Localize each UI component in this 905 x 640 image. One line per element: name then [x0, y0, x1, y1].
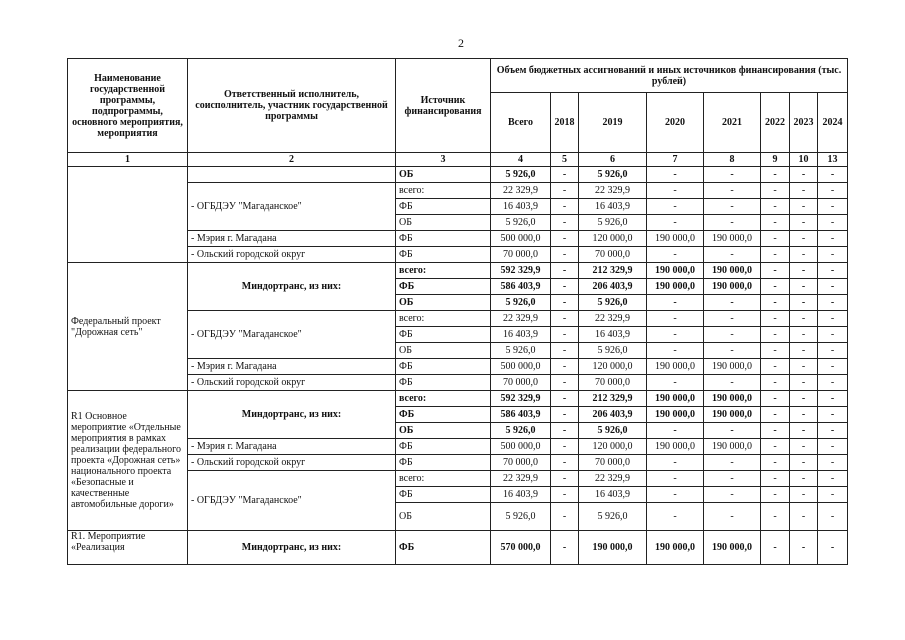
year-value-cell: - [551, 247, 579, 263]
year-value-cell: - [818, 531, 848, 565]
budget-table [67, 58, 848, 565]
year-value-cell: - [790, 503, 818, 531]
year-value-cell: - [818, 183, 848, 199]
source-cell: всего: [396, 391, 491, 407]
column-number: 2 [188, 153, 396, 167]
year-value-cell: - [790, 407, 818, 423]
source-cell: всего: [396, 263, 491, 279]
year-value-cell: 206 403,9 [579, 279, 647, 295]
source-cell: ОБ [396, 167, 491, 183]
source-cell: ФБ [396, 375, 491, 391]
year-value-cell: - [647, 311, 704, 327]
total-cell: 70 000,0 [491, 375, 551, 391]
year-value-cell: - [818, 487, 848, 503]
year-value-cell: - [761, 359, 790, 375]
year-value-cell: - [761, 199, 790, 215]
year-value-cell: - [647, 327, 704, 343]
year-value-cell: 22 329,9 [579, 471, 647, 487]
year-value-cell: 190 000,0 [579, 531, 647, 565]
year-value-cell: - [790, 327, 818, 343]
program-name-cell [68, 167, 188, 263]
year-value-cell: - [551, 471, 579, 487]
year-value-cell: - [818, 199, 848, 215]
source-cell: ФБ [396, 359, 491, 375]
total-cell: 5 926,0 [491, 423, 551, 439]
table-row [68, 167, 848, 183]
year-value-cell: 5 926,0 [579, 295, 647, 311]
year-value-cell: - [647, 247, 704, 263]
year-value-cell: - [790, 263, 818, 279]
year-value-cell: - [551, 167, 579, 183]
year-value-cell: - [647, 295, 704, 311]
source-cell: ФБ [396, 199, 491, 215]
column-numbers-row [68, 153, 848, 167]
year-value-cell: - [647, 199, 704, 215]
year-value-cell: 190 000,0 [704, 359, 761, 375]
year-value-cell: 5 926,0 [579, 167, 647, 183]
total-cell: 22 329,9 [491, 311, 551, 327]
year-value-cell: - [790, 455, 818, 471]
year-value-cell: - [704, 503, 761, 531]
column-number: 4 [491, 153, 551, 167]
year-value-cell: - [818, 471, 848, 487]
year-value-cell: - [647, 375, 704, 391]
total-cell: 592 329,9 [491, 391, 551, 407]
year-value-cell: - [790, 167, 818, 183]
year-value-cell: 206 403,9 [579, 407, 647, 423]
year-value-cell: - [790, 359, 818, 375]
year-value-cell: - [761, 295, 790, 311]
year-value-cell: - [551, 327, 579, 343]
year-value-cell: - [551, 279, 579, 295]
year-value-cell: - [790, 375, 818, 391]
executor-cell: - Ольский городской округ [188, 375, 396, 391]
year-value-cell: 190 000,0 [647, 531, 704, 565]
executor-cell: - Ольский городской округ [188, 247, 396, 263]
year-value-cell: - [818, 439, 848, 455]
total-cell: 5 926,0 [491, 295, 551, 311]
year-value-cell: 190 000,0 [704, 391, 761, 407]
year-value-cell: - [647, 503, 704, 531]
year-value-cell: - [761, 167, 790, 183]
year-value-cell: 5 926,0 [579, 503, 647, 531]
total-cell: 16 403,9 [491, 487, 551, 503]
year-value-cell: - [761, 247, 790, 263]
year-value-cell: - [704, 343, 761, 359]
year-value-cell: 190 000,0 [647, 391, 704, 407]
year-value-cell: - [704, 167, 761, 183]
year-value-cell: - [551, 295, 579, 311]
source-cell: всего: [396, 471, 491, 487]
header-total: Всего [491, 93, 551, 153]
executor-cell: - ОГБДЭУ "Магаданское" [188, 471, 396, 531]
year-value-cell: - [818, 423, 848, 439]
column-number: 7 [647, 153, 704, 167]
year-value-cell: 190 000,0 [647, 439, 704, 455]
source-cell: ОБ [396, 215, 491, 231]
year-value-cell: - [704, 247, 761, 263]
year-value-cell: 22 329,9 [579, 311, 647, 327]
year-value-cell: - [761, 531, 790, 565]
year-value-cell: - [704, 295, 761, 311]
year-value-cell: - [790, 247, 818, 263]
year-value-cell: - [818, 503, 848, 531]
year-value-cell: 190 000,0 [647, 231, 704, 247]
year-value-cell: - [790, 487, 818, 503]
year-value-cell: - [647, 167, 704, 183]
year-value-cell: - [551, 343, 579, 359]
year-value-cell: 190 000,0 [647, 359, 704, 375]
year-value-cell: 190 000,0 [647, 279, 704, 295]
year-value-cell: 70 000,0 [579, 247, 647, 263]
year-value-cell: - [704, 183, 761, 199]
total-cell: 22 329,9 [491, 183, 551, 199]
source-cell: ФБ [396, 487, 491, 503]
header-2022: 2022 [761, 93, 790, 153]
year-value-cell: 212 329,9 [579, 391, 647, 407]
year-value-cell: - [761, 391, 790, 407]
year-value-cell: - [647, 183, 704, 199]
year-value-cell: - [790, 439, 818, 455]
year-value-cell: - [761, 375, 790, 391]
executor-cell: Миндортранс, из них: [188, 391, 396, 439]
column-number: 10 [790, 153, 818, 167]
total-cell: 500 000,0 [491, 231, 551, 247]
executor-cell: - ОГБДЭУ "Магаданское" [188, 311, 396, 359]
year-value-cell: - [551, 311, 579, 327]
year-value-cell: - [818, 279, 848, 295]
total-cell: 16 403,9 [491, 327, 551, 343]
column-number: 13 [818, 153, 848, 167]
year-value-cell: - [818, 263, 848, 279]
source-cell: всего: [396, 183, 491, 199]
year-value-cell: - [818, 231, 848, 247]
total-cell: 586 403,9 [491, 407, 551, 423]
year-value-cell: - [761, 183, 790, 199]
year-value-cell: - [647, 423, 704, 439]
year-value-cell: - [790, 391, 818, 407]
year-value-cell: - [704, 471, 761, 487]
year-value-cell: 16 403,9 [579, 199, 647, 215]
source-cell: ФБ [396, 279, 491, 295]
year-value-cell: - [761, 263, 790, 279]
year-value-cell: - [761, 311, 790, 327]
header-2024: 2024 [818, 93, 848, 153]
header-executor: Ответственный исполнитель, соисполнитель, участник государственной программы [188, 59, 396, 153]
table-row [68, 263, 848, 279]
year-value-cell: - [818, 455, 848, 471]
column-number: 5 [551, 153, 579, 167]
program-name-cell: R1 Основное мероприятие «Отдельные мероприятия в рамках реализации федерального проекта «Дорожная сеть» национального проекта «Безопасные и качественные автомобильные дороги» [68, 391, 188, 531]
year-value-cell: - [704, 311, 761, 327]
source-cell: ФБ [396, 455, 491, 471]
year-value-cell: - [551, 487, 579, 503]
year-value-cell: - [790, 471, 818, 487]
total-cell: 70 000,0 [491, 455, 551, 471]
executor-cell: - ОГБДЭУ "Магаданское" [188, 183, 396, 231]
source-cell: ОБ [396, 503, 491, 531]
year-value-cell: - [790, 183, 818, 199]
year-value-cell: - [551, 199, 579, 215]
year-value-cell: - [551, 263, 579, 279]
year-value-cell: - [704, 327, 761, 343]
executor-cell: Миндортранс, из них: [188, 263, 396, 311]
total-cell: 5 926,0 [491, 167, 551, 183]
year-value-cell: - [704, 487, 761, 503]
source-cell: ФБ [396, 407, 491, 423]
column-number: 6 [579, 153, 647, 167]
header-2019: 2019 [579, 93, 647, 153]
year-value-cell: 190 000,0 [704, 231, 761, 247]
total-cell: 570 000,0 [491, 531, 551, 565]
year-value-cell: - [761, 471, 790, 487]
year-value-cell: - [704, 375, 761, 391]
total-cell: 500 000,0 [491, 359, 551, 375]
year-value-cell: - [761, 327, 790, 343]
year-value-cell: - [818, 247, 848, 263]
year-value-cell: - [790, 311, 818, 327]
program-name-cell: Федеральный проект "Дорожная сеть" [68, 263, 188, 391]
year-value-cell: - [704, 423, 761, 439]
header-name: Наименование государственной программы, подпрограммы, основного мероприятия, мероприятия [68, 59, 188, 153]
year-value-cell: - [761, 231, 790, 247]
header-source: Источник финансирования [396, 59, 491, 153]
year-value-cell: - [551, 375, 579, 391]
year-value-cell: - [818, 359, 848, 375]
header-2020: 2020 [647, 93, 704, 153]
year-value-cell: - [818, 311, 848, 327]
year-value-cell: 212 329,9 [579, 263, 647, 279]
year-value-cell: 120 000,0 [579, 231, 647, 247]
source-cell: ФБ [396, 231, 491, 247]
year-value-cell: 22 329,9 [579, 183, 647, 199]
executor-cell: - Ольский городской округ [188, 455, 396, 471]
year-value-cell: - [704, 455, 761, 471]
year-value-cell: 70 000,0 [579, 375, 647, 391]
year-value-cell: - [551, 407, 579, 423]
column-number: 3 [396, 153, 491, 167]
year-value-cell: - [790, 279, 818, 295]
year-value-cell: - [647, 343, 704, 359]
column-number: 8 [704, 153, 761, 167]
year-value-cell: - [790, 215, 818, 231]
year-value-cell: 5 926,0 [579, 215, 647, 231]
year-value-cell: - [704, 215, 761, 231]
year-value-cell: 190 000,0 [647, 263, 704, 279]
executor-cell [188, 167, 396, 183]
year-value-cell: - [551, 455, 579, 471]
year-value-cell: - [551, 215, 579, 231]
executor-cell: - Мэрия г. Магадана [188, 439, 396, 455]
year-value-cell: - [761, 439, 790, 455]
year-value-cell: - [818, 215, 848, 231]
year-value-cell: - [551, 531, 579, 565]
year-value-cell: 190 000,0 [704, 407, 761, 423]
year-value-cell: - [761, 407, 790, 423]
total-cell: 586 403,9 [491, 279, 551, 295]
year-value-cell: - [790, 295, 818, 311]
total-cell: 16 403,9 [491, 199, 551, 215]
year-value-cell: 190 000,0 [704, 263, 761, 279]
year-value-cell: 120 000,0 [579, 439, 647, 455]
year-value-cell: - [647, 455, 704, 471]
source-cell: ОБ [396, 295, 491, 311]
year-value-cell: 120 000,0 [579, 359, 647, 375]
executor-cell: - Мэрия г. Магадана [188, 359, 396, 375]
source-cell: ФБ [396, 439, 491, 455]
year-value-cell: - [818, 407, 848, 423]
executor-cell: Миндортранс, из них: [188, 531, 396, 565]
year-value-cell: - [551, 359, 579, 375]
source-cell: всего: [396, 311, 491, 327]
year-value-cell: - [818, 295, 848, 311]
header-volume: Объем бюджетных ассигнований и иных источников финансирования (тыс. рублей) [491, 59, 848, 93]
year-value-cell: - [761, 455, 790, 471]
year-value-cell: - [647, 215, 704, 231]
year-value-cell: - [818, 343, 848, 359]
year-value-cell: - [551, 439, 579, 455]
total-cell: 22 329,9 [491, 471, 551, 487]
year-value-cell: 16 403,9 [579, 327, 647, 343]
year-value-cell: - [551, 423, 579, 439]
year-value-cell: - [790, 343, 818, 359]
year-value-cell: 5 926,0 [579, 343, 647, 359]
year-value-cell: - [704, 199, 761, 215]
year-value-cell: - [818, 167, 848, 183]
year-value-cell: - [790, 531, 818, 565]
year-value-cell: 190 000,0 [647, 407, 704, 423]
year-value-cell: - [818, 327, 848, 343]
year-value-cell: - [790, 231, 818, 247]
year-value-cell: - [790, 423, 818, 439]
table-row [68, 531, 848, 565]
total-cell: 5 926,0 [491, 343, 551, 359]
executor-cell: - Мэрия г. Магадана [188, 231, 396, 247]
total-cell: 70 000,0 [491, 247, 551, 263]
year-value-cell: - [761, 487, 790, 503]
column-number: 9 [761, 153, 790, 167]
year-value-cell: - [790, 199, 818, 215]
year-value-cell: 5 926,0 [579, 423, 647, 439]
page-number: 2 [458, 36, 464, 50]
year-value-cell: - [551, 231, 579, 247]
year-value-cell: 190 000,0 [704, 531, 761, 565]
total-cell: 5 926,0 [491, 503, 551, 531]
program-name-cell: R1. Мероприятие «Реализация [68, 531, 188, 565]
header-2018: 2018 [551, 93, 579, 153]
source-cell: ОБ [396, 343, 491, 359]
year-value-cell: - [761, 423, 790, 439]
header-2023: 2023 [790, 93, 818, 153]
header-2021: 2021 [704, 93, 761, 153]
source-cell: ФБ [396, 327, 491, 343]
table-row [68, 391, 848, 407]
column-number: 1 [68, 153, 188, 167]
total-cell: 592 329,9 [491, 263, 551, 279]
year-value-cell: 190 000,0 [704, 279, 761, 295]
source-cell: ФБ [396, 247, 491, 263]
source-cell: ОБ [396, 423, 491, 439]
year-value-cell: - [551, 183, 579, 199]
year-value-cell: - [761, 343, 790, 359]
year-value-cell: - [647, 487, 704, 503]
year-value-cell: - [761, 503, 790, 531]
year-value-cell: - [761, 279, 790, 295]
year-value-cell: 16 403,9 [579, 487, 647, 503]
year-value-cell: - [818, 375, 848, 391]
total-cell: 500 000,0 [491, 439, 551, 455]
source-cell: ФБ [396, 531, 491, 565]
year-value-cell: - [551, 391, 579, 407]
year-value-cell: - [551, 503, 579, 531]
year-value-cell: - [647, 471, 704, 487]
year-value-cell: 70 000,0 [579, 455, 647, 471]
year-value-cell: - [818, 391, 848, 407]
year-value-cell: - [761, 215, 790, 231]
year-value-cell: 190 000,0 [704, 439, 761, 455]
total-cell: 5 926,0 [491, 215, 551, 231]
